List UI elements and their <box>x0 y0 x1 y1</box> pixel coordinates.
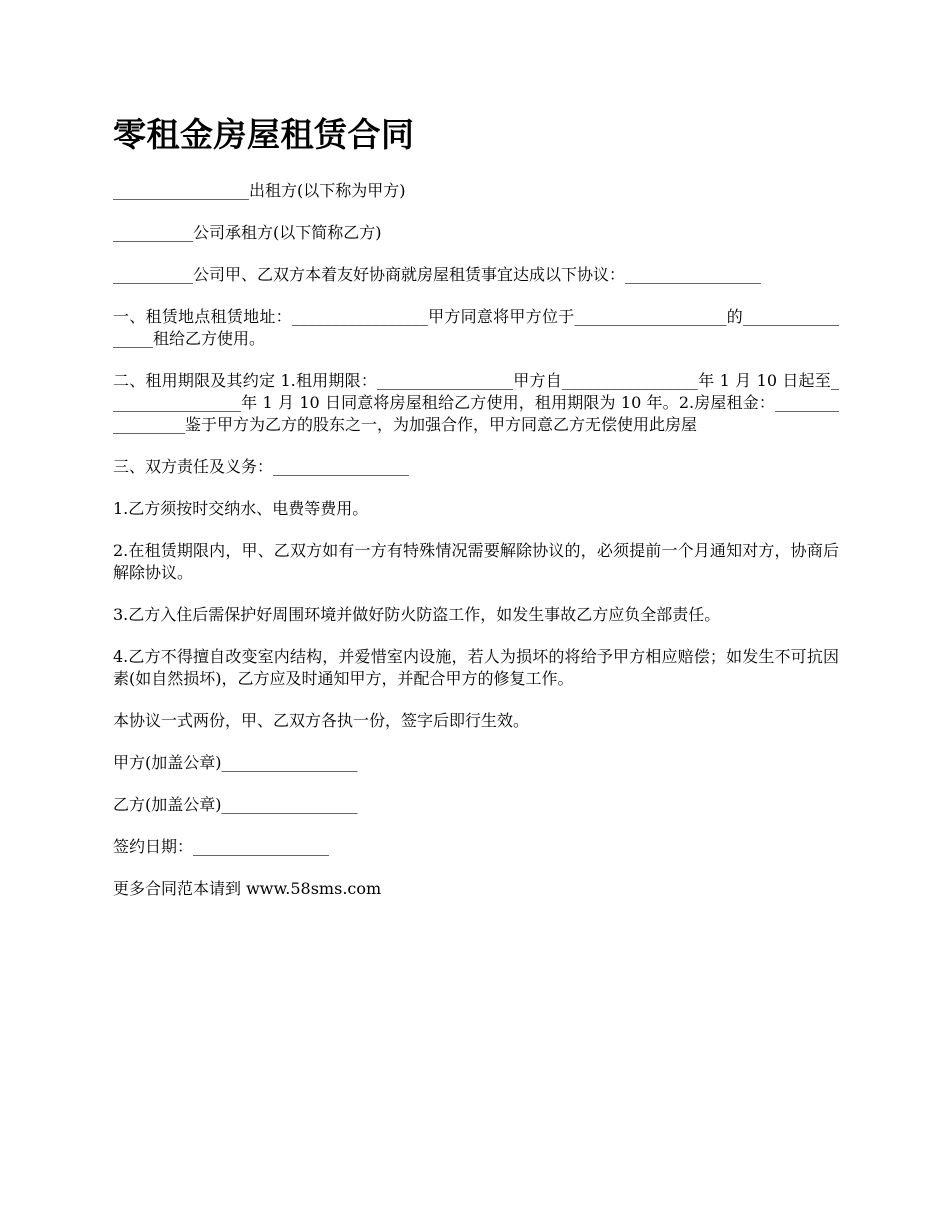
lessor-line: _________________出租方(以下称为甲方) <box>113 181 406 200</box>
footer-source-note: 更多合同范本请到 www.58sms.com <box>113 879 382 898</box>
clause-4: 4.乙方不得擅自改变室内结构，并爱惜室内设施，若人为损坏的将给予甲方相应赔偿；如发生不可抗因素(如自然损坏)，乙方应及时通知甲方，并配合甲方的修复工作。 <box>113 647 839 688</box>
clause-3: 3.乙方入住后需保护好周围环境并做好防火防盗工作，如发生事故乙方应负全部责任。 <box>113 605 721 624</box>
clause-1: 1.乙方须按时交纳水、电费等费用。 <box>113 499 369 518</box>
clause-2: 2.在租赁期限内，甲、乙双方如有一方有特殊情况需要解除协议的，必须提前一个月通知对方，协商后解除协议。 <box>113 541 839 582</box>
party-b-signature-line: 乙方(加盖公章)_________________ <box>113 795 358 814</box>
document-title: 零租金房屋租赁合同 <box>113 115 415 154</box>
section-2-term: 二、租用期限及其约定 1.租用期限：_________________甲方自_________________年 1 月 10 日起至_________________年 1 月 10 日同意将房屋租给乙方使用，租用期限为 10 年。2.房屋租金：_________________鉴于甲方为乙方的股东之一，为加强合作，甲方同意乙方无偿使用此房屋 <box>113 371 839 434</box>
document-page <box>113 112 839 920</box>
effectiveness-statement: 本协议一式两份，甲、乙双方各执一份，签字后即行生效。 <box>113 711 530 730</box>
section-1-location: 一、租赁地点租赁地址：_________________甲方同意将甲方位于___________________的_________________租给乙方使用。 <box>113 307 839 348</box>
section-3-heading: 三、双方责任及义务：_________________ <box>113 457 410 476</box>
agreement-intro: __________公司甲、乙双方本着友好协商就房屋租赁事宜达成以下协议：_________________ <box>113 265 762 284</box>
party-a-signature-line: 甲方(加盖公章)_________________ <box>113 753 358 772</box>
lessee-line: __________公司承租方(以下简称乙方) <box>113 223 382 242</box>
signing-date-line: 签约日期：_________________ <box>113 837 330 856</box>
